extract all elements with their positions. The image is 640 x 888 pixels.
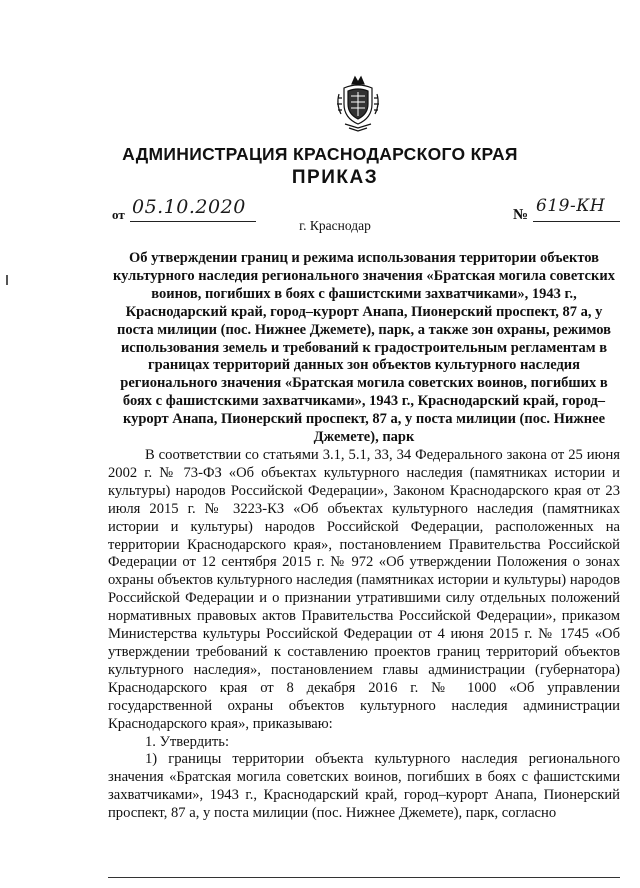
document-type: ПРИКАЗ: [291, 167, 379, 188]
item-1-paragraph: 1. Утвердить:: [145, 733, 230, 750]
margin-mark: [6, 275, 8, 285]
handwritten-number: 619-КН: [536, 196, 606, 216]
footer-rule: [108, 877, 620, 878]
organization-name: АДМИНИСТРАЦИЯ КРАСНОДАРСКОГО КРАЯ: [122, 144, 518, 164]
document-title: Об утверждении границ и режима использования территории объектов культурного наследия регионального значения «Братская могила советских воинов, погибших в боях с фашистскими захватчиками», 1943 г., Краснодарский край, город–курорт Анапа, Пионерский проспект, 87 а, у поста милиции (пос. Нижнее Джемете), парк, а также зон охраны, режимов использования земель и требований к градостроительным регламентам в границах территорий данных зон объектов культурного наследия регионального значения «Братская могила советских воинов, погибших в боях с фашистскими захватчиками», 1943 г., Краснодарский край, город–курорт Анапа, Пионерский проспект, 87 а, у поста милиции (пос. Нижнее Джемете), парк: [113, 250, 615, 446]
preamble-paragraph: В соответствии со статьями 3.1, 5.1, 33, 34 Федерального закона от 25 июня 2002 г. № 73-ФЗ «Об объектах культурного наследия (памятниках истории и культуры) народов Российской Федерации», Законом Краснодарского края от 23 июля 2015 г. № 3223-КЗ «Об объектах культурного наследия (памятниках истории и культуры) народов Российской Федерации, расположенных на территории Краснодарского края», постановлением Правительства Российской Федерации от 12 сентября 2015 г. № 972 «Об утверждении Положения о зонах охраны объектов культурного наследия (памятниках истории и культуры) народов Российской Федерации и о признании утратившими силу отдельных положений нормативных правовых актов Правительства Российской Федерации», приказом Министерства культуры Российской Федерации от 4 июня 2015 г. № 1745 «Об утверждении требований к составлению проектов границ территорий объектов культурного наследия», постановлением главы администрации (губернатора) Краснодарского края от 8 декабря 2016 г. № 1000 «Об управлении государственной охраны объектов культурного наследия администрации Краснодарского края», приказываю:: [108, 447, 620, 732]
handwritten-date: 05.10.2020: [132, 196, 246, 218]
document-body: [108, 447, 620, 823]
coat-of-arms-icon: [335, 74, 381, 132]
number-prefix: №: [513, 207, 529, 223]
date-prefix: от: [112, 207, 125, 222]
item-1-1-paragraph: 1) границы территории объекта культурного наследия регионального значения «Братская могила советских воинов, погибших в боях с фашистскими захватчиками», 1943 г., Краснодарский край, город–курорт Анапа, Пионерский проспект, 87 а, у поста милиции (пос. Нижнее Джемете), парк, согласно: [108, 751, 620, 822]
city-name: г. Краснодар: [299, 218, 371, 233]
